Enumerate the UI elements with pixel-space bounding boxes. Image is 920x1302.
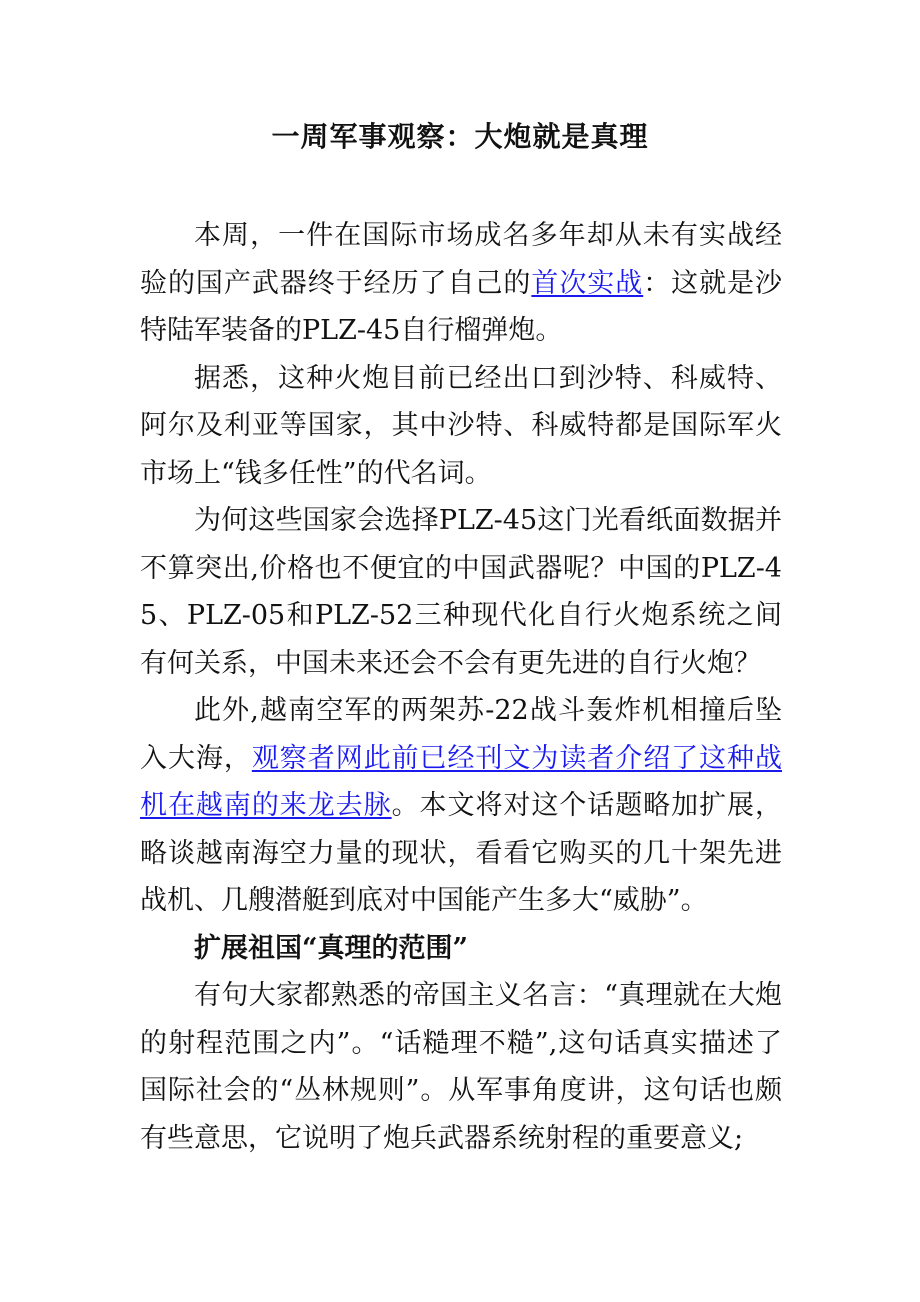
first-combat-link[interactable]: 首次实战 <box>531 267 644 299</box>
paragraph-text: ：这就是沙特陆军装备的PLZ-45自行榴弹炮。 <box>140 267 783 346</box>
guancha-article-link[interactable]: 观察者网此前已经刊文为读者介绍了这种战机在越南的来龙去脉 <box>140 742 783 821</box>
section-heading: 扩展祖国“真理的范围” <box>194 932 469 964</box>
paragraph-text: 。本文将对这个话题略加扩展，略谈越南海空力量的现状，看看它购买的几十架先进战机、几艘潜艇到底对中国能产生多大“威胁”。 <box>140 790 783 916</box>
article-body <box>140 212 782 1162</box>
paragraph-export: 据悉，这种火炮目前已经出口到沙特、科威特、阿尔及利亚等国家，其中沙特、科威特都是国际军火市场上“钱多任性”的代名词。 <box>140 362 782 489</box>
paragraph-vietnam <box>140 687 782 925</box>
paragraph-cannon-truth: 有句大家都熟悉的帝国主义名言：“真理就在大炮的射程范围之内”。“话糙理不糙”,这句话真实描述了国际社会的“丛林规则”。从军事角度讲，这句话也颇有些意思，它说明了炮兵武器系统射程的重要意义; <box>140 980 782 1154</box>
article-title: 一周军事观察：大炮就是真理 <box>271 120 649 153</box>
paragraph-text: 此外,越南空军的两架苏-22战斗轰炸机相撞后坠入大海， <box>140 695 782 774</box>
paragraph-text: 本周，一件在国际市场成名多年却从未有实战经验的国产武器终于经历了自己的 <box>140 220 782 299</box>
paragraph-first-combat <box>140 212 782 355</box>
paragraph-question: 为何这些国家会选择PLZ-45这门光看纸面数据并不算突出,价格也不便宜的中国武器呢？中国的PLZ-45、PLZ-05和PLZ-52三种现代化自行火炮系统之间有何关系，中国未来还会不会有更先进的自行火炮？ <box>140 505 782 679</box>
